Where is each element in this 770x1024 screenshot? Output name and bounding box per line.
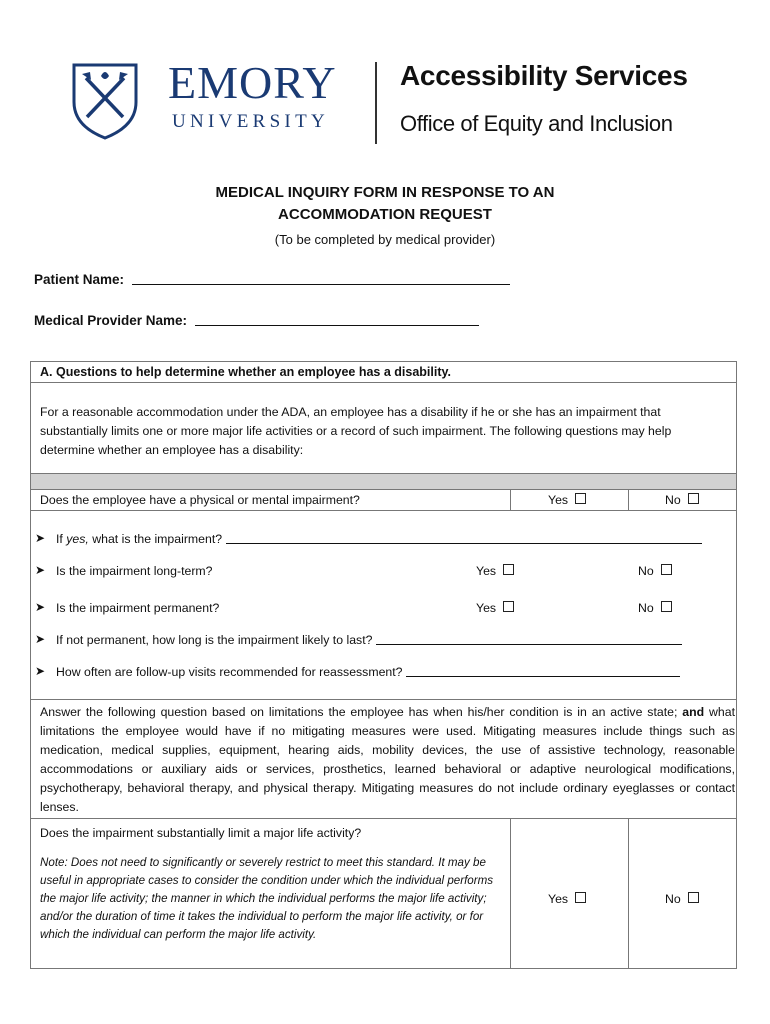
q1-no-option[interactable] (665, 491, 699, 510)
long-term-no-label: No (638, 564, 654, 578)
section-a-intro: For a reasonable accommodation under the ADA, an employee has a disability if he or she has an impairment that substantially limits one or more major life activities or a record of such impairment. The following questions may help determine whether an employee has a disability: (40, 405, 672, 457)
mitigating-and: and (682, 705, 705, 719)
followup-input[interactable] (406, 664, 680, 677)
service-subtitle: Office of Equity and Inclusion (400, 111, 673, 136)
university-name: EMORY (168, 57, 337, 108)
how-long-input[interactable] (376, 632, 682, 645)
header-divider (375, 62, 377, 144)
q1-no-checkbox[interactable] (688, 493, 699, 504)
sub-followup-text: How often are follow-up visits recommended for reassessment? (56, 665, 403, 679)
provider-name-label: Medical Provider Name: (34, 313, 188, 328)
q2-yes-label: Yes (548, 892, 569, 906)
q2-text: Does the impairment substantially limit a major life activity? (40, 826, 362, 840)
long-term-no-checkbox[interactable] (661, 564, 672, 575)
grey-separator (31, 473, 736, 489)
provider-name-row (34, 313, 479, 328)
sub-long-term: Is the impairment long-term? (56, 564, 213, 578)
mitigating-part1: Answer the following question based on limitations the employee has when his/her condition is in an active state; (40, 705, 678, 719)
long-term-yes-label: Yes (476, 564, 497, 578)
patient-name-row (34, 272, 510, 287)
sub-permanent: Is the impairment permanent? (56, 601, 220, 615)
long-term-yes-checkbox[interactable] (503, 564, 514, 575)
sub-if-yes (56, 530, 702, 549)
q2-yes-option[interactable] (548, 890, 586, 909)
sub-followup (56, 663, 680, 682)
permanent-yes-option[interactable] (476, 599, 514, 618)
arrow-bullet-icon: ➤ (35, 531, 46, 545)
permanent-no-label: No (638, 601, 654, 615)
form-title-line2: ACCOMMODATION REQUEST (278, 206, 492, 223)
patient-name-input[interactable] (132, 272, 510, 285)
sub-how-long-text: If not permanent, how long is the impairment likely to last? (56, 633, 373, 647)
section-a-table (30, 361, 737, 969)
permanent-no-option[interactable] (638, 599, 672, 618)
q2-note: Note: Does not need to significantly or severely restrict to meet this standard. It may be useful in appropriate cases to consider the condition under which the individual performs the major life activity; the manner in which the individual performs the major life activity; and/or the duration of time it takes the individual to perform the major life activity, or for which the individual can perform the major life activity. (40, 856, 494, 941)
q2-no-checkbox[interactable] (688, 892, 699, 903)
q2-no-label: No (665, 892, 681, 906)
form-subtitle: (To be completed by medical provider) (274, 232, 496, 247)
sub-if-prefix: If (56, 532, 63, 546)
q2-no-option[interactable] (665, 890, 699, 909)
q2-yes-checkbox[interactable] (575, 892, 586, 903)
permanent-yes-label: Yes (476, 601, 497, 615)
q1-yes-checkbox[interactable] (575, 493, 586, 504)
provider-name-input[interactable] (195, 313, 479, 326)
section-a-heading: A. Questions to help determine whether an employee has a disability. (40, 365, 451, 379)
arrow-bullet-icon: ➤ (35, 600, 46, 614)
permanent-no-checkbox[interactable] (661, 601, 672, 612)
q1-yes-option[interactable] (548, 491, 586, 510)
sub-how-long (56, 631, 682, 650)
sub-if-yes-italic: yes, (66, 532, 89, 546)
mitigating-measures-text (40, 703, 735, 817)
long-term-yes-option[interactable] (476, 562, 514, 581)
q1-yes-label: Yes (548, 493, 569, 507)
form-title-line1: MEDICAL INQUIRY FORM IN RESPONSE TO AN (215, 184, 555, 201)
long-term-no-option[interactable] (638, 562, 672, 581)
mitigating-part2: what limitations the employee would have if no mitigating measures were used. Mitigating measures include things such as medication, medical supplies, equipment, hearing aids, mobility devices, the use of assistive technology, reasonable accommodations or auxiliary aids or services, prosthetics, learned behavioral or adaptive neurological modifications, psychotherapy, behavioral therapy, and physical therapy. Mitigating measures do not include ordinary eyeglasses or contact lenses. (40, 705, 736, 814)
arrow-bullet-icon: ➤ (35, 563, 46, 577)
arrow-bullet-icon: ➤ (35, 664, 46, 678)
university-sub: UNIVERSITY (172, 111, 329, 132)
arrow-bullet-icon: ➤ (35, 632, 46, 646)
sub-if-rest: what is the impairment? (92, 532, 223, 546)
q1-no-label: No (665, 493, 681, 507)
emory-shield-logo (70, 62, 140, 140)
service-title: Accessibility Services (400, 60, 688, 91)
impairment-input[interactable] (226, 531, 702, 544)
q1-text: Does the employee have a physical or mental impairment? (40, 493, 360, 507)
patient-name-label: Patient Name: (34, 272, 125, 287)
permanent-yes-checkbox[interactable] (503, 601, 514, 612)
